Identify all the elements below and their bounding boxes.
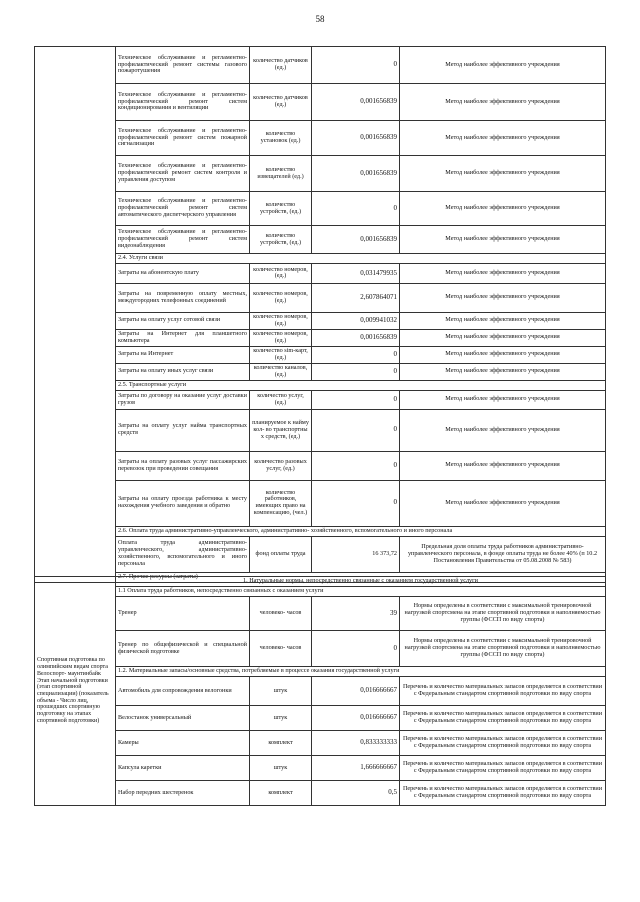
value-cell: 0,016666667 [312, 706, 400, 731]
value-cell: 0,833333333 [312, 731, 400, 756]
section-header [35, 577, 606, 587]
unit-cell: человеко- часов [250, 597, 312, 631]
cost-item-name: Техническое обслуживание и регламентно- профилактический ремонт системы газового пожаротушения [116, 47, 250, 84]
cost-item-name: Техническое обслуживание и регламентно- профилактический ремонт систем видеонаблюдения [116, 226, 250, 254]
unit-cell: штук [250, 677, 312, 706]
cost-item-name: Затраты на Интернет [116, 346, 250, 363]
cost-item-name: Затраты на оплату проезда работника к месту нахождения учебного заведения и обратно [116, 480, 250, 526]
value-cell: 0,031479935 [312, 263, 400, 283]
value-cell: 2,607864071 [312, 283, 400, 312]
cost-item-name: Техническое обслуживание и регламентно- профилактический ремонт систем автоматического диспетчерского управления [116, 192, 250, 226]
cost-item-name: Затраты на повременную оплату местных, междугородних телефонных соединений [116, 283, 250, 312]
value-cell: 0,009941032 [312, 312, 400, 329]
method-cell: Метод наиболее эффективного учреждения [400, 312, 606, 329]
table-row [35, 363, 606, 380]
table-row [35, 121, 606, 156]
unit-cell: количество номеров, (ед.) [250, 283, 312, 312]
value-cell: 0 [312, 631, 400, 667]
method-cell: Метод наиболее эффективного учреждения [400, 409, 606, 451]
unit-cell: количество устройств, (ед.) [250, 192, 312, 226]
unit-cell: комплект [250, 781, 312, 806]
method-cell: Метод наиболее эффективного учреждения [400, 329, 606, 346]
cost-item-name: Затраты на оплату разовых услуг пассажирских перевозок при проведении совещания [116, 451, 250, 480]
method-cell: Метод наиболее эффективного учреждения [400, 121, 606, 156]
cost-item-name: Техническое обслуживание и регламентно- профилактический ремонт систем кондиционирования и вентиляции [116, 84, 250, 121]
cost-item-name: Техническое обслуживание и регламентно- профилактический ремонт систем пожарной сигнализации [116, 121, 250, 156]
section-title: 2.6. Оплата труда административно-управленческого, административно- хозяйственного, вспомогательного и иного персонала [116, 526, 606, 536]
method-cell: Метод наиболее эффективного учреждения [400, 346, 606, 363]
method-cell: Метод наиболее эффективного учреждения [400, 480, 606, 526]
section-header [35, 667, 606, 677]
cost-item-name: Камеры [116, 731, 250, 756]
cost-item-name: Набор передних шестеренок [116, 781, 250, 806]
table-row [35, 84, 606, 121]
table-row [35, 597, 606, 631]
section-header [35, 380, 606, 390]
method-cell: Метод наиболее эффективного учреждения [400, 363, 606, 380]
cost-item-name: Тренер по общефизической и специальной физической подготовке [116, 631, 250, 667]
table-row [35, 226, 606, 254]
section-title: 1.2. Материальные запасы/основные средства, потребляемые в процессе оказания государственной услуги [116, 667, 606, 677]
section-title: 1. Натуральные нормы, непосредственно связанные с оказанием государственной услуги [116, 577, 606, 587]
table-row [35, 47, 606, 84]
value-cell: 1,666666667 [312, 756, 400, 781]
method-cell: Предельная доля оплаты труда работников административно- управленческого персонала, в фонде оплаты труда не более 40% (п 10.2 Постановления Правительства от 05.08.2008 № 583) [400, 536, 606, 572]
page-number: 58 [315, 14, 325, 24]
table-row [35, 192, 606, 226]
value-cell: 0 [312, 390, 400, 409]
table-row [35, 283, 606, 312]
method-cell: Метод наиболее эффективного учреждения [400, 263, 606, 283]
value-cell: 0,001656839 [312, 156, 400, 192]
unit-cell: количество номеров, (ед.) [250, 263, 312, 283]
cost-item-name: Затраты по договору на оказание услуг доставки грузов [116, 390, 250, 409]
table-row [35, 781, 606, 806]
value-cell: 16 373,72 [312, 536, 400, 572]
unit-cell: человеко- часов [250, 631, 312, 667]
cost-item-name: Автомобиль для сопровождения велогонки [116, 677, 250, 706]
unit-cell: количество датчиков (ед.) [250, 84, 312, 121]
table-row [35, 312, 606, 329]
table-row [35, 346, 606, 363]
table-row [35, 706, 606, 731]
method-cell: Перечень и количество материальных запасов определяется в соответствии с Федеральным стандартом спортивной подготовки по виду спорта [400, 756, 606, 781]
value-cell: 0 [312, 192, 400, 226]
method-cell: Метод наиболее эффективного учреждения [400, 156, 606, 192]
table-row [35, 480, 606, 526]
method-cell: Метод наиболее эффективного учреждения [400, 451, 606, 480]
value-cell: 0,5 [312, 781, 400, 806]
table-row [35, 536, 606, 572]
cost-item-name: Оплата труда административно-управленческого, административно-хозяйственного, вспомогательного и иного персонала [116, 536, 250, 572]
unit-cell: количество установок (ед.) [250, 121, 312, 156]
cost-item-name: Велостанок универсальный [116, 706, 250, 731]
method-cell: Нормы определены в соответствии с максимальной тренировочной нагрузкой спортсмена на этапе спортивной подготовки и наполняемостью группы (ФССП по виду спорта) [400, 631, 606, 667]
cost-item-name: Затраты на Интернет для планшетного компьютера [116, 329, 250, 346]
method-cell: Метод наиболее эффективного учреждения [400, 283, 606, 312]
unit-cell: фонд оплаты труда [250, 536, 312, 572]
section-header [35, 526, 606, 536]
value-cell: 0 [312, 47, 400, 84]
table-row [35, 390, 606, 409]
value-cell: 0,001656839 [312, 329, 400, 346]
cost-item-name: Затраты на оплату услуг найма транспортных средств [116, 409, 250, 451]
sport-norms-table [34, 576, 606, 806]
cost-item-name: Техническое обслуживание и регламентно- профилактический ремонт систем контроля и управления доступом [116, 156, 250, 192]
unit-cell: количество извещателей (ед.) [250, 156, 312, 192]
cost-item-name: Затраты на оплату услуг сотовой связи [116, 312, 250, 329]
value-cell: 39 [312, 597, 400, 631]
unit-cell: количество услуг, (ед.) [250, 390, 312, 409]
table-row [35, 731, 606, 756]
method-cell: Метод наиболее эффективного учреждения [400, 226, 606, 254]
table-row [35, 631, 606, 667]
unit-cell: количество sim-карт, (ед.) [250, 346, 312, 363]
value-cell: 0 [312, 409, 400, 451]
cost-item-name: Затраты на оплату иных услуг связи [116, 363, 250, 380]
unit-cell: планируемое к найму кол- во транспортны х средств, (ед.) [250, 409, 312, 451]
value-cell: 0 [312, 480, 400, 526]
norms-table [34, 46, 606, 583]
unit-cell: комплект [250, 731, 312, 756]
value-cell: 0,001656839 [312, 84, 400, 121]
table-row [35, 756, 606, 781]
unit-cell: количество разовых услуг, (ед.) [250, 451, 312, 480]
table-row [35, 263, 606, 283]
value-cell: 0,001656839 [312, 121, 400, 156]
unit-cell: количество номеров, (ед.) [250, 312, 312, 329]
section-title: 2.4. Услуги связи [116, 254, 606, 264]
table-row [35, 451, 606, 480]
unit-cell: количество датчиков (ед.) [250, 47, 312, 84]
value-cell: 0 [312, 346, 400, 363]
table-row [35, 409, 606, 451]
unit-cell: количество работников, имеющих право на компенсацию, (чел.) [250, 480, 312, 526]
value-cell: 0 [312, 451, 400, 480]
table-row [35, 156, 606, 192]
unit-cell: количество номеров, (ед.) [250, 329, 312, 346]
table-row [35, 677, 606, 706]
method-cell: Метод наиболее эффективного учреждения [400, 47, 606, 84]
section-header [35, 254, 606, 264]
table-row [35, 329, 606, 346]
section-title: 2.5. Транспортные услуги [116, 380, 606, 390]
value-cell: 0 [312, 363, 400, 380]
left-empty-cell [35, 47, 116, 583]
method-cell: Перечень и количество материальных запасов определяется в соответствии с Федеральным стандартом спортивной подготовки по виду спорта [400, 781, 606, 806]
method-cell: Перечень и количество материальных запасов определяется в соответствии с Федеральным стандартом спортивной подготовки по виду спорта [400, 731, 606, 756]
method-cell: Перечень и количество материальных запасов определяется в соответствии с Федеральным стандартом спортивной подготовки по виду спорта [400, 706, 606, 731]
cost-item-name: Капсула каретки [116, 756, 250, 781]
method-cell: Метод наиболее эффективного учреждения [400, 390, 606, 409]
method-cell: Метод наиболее эффективного учреждения [400, 192, 606, 226]
cost-item-name: Тренер [116, 597, 250, 631]
section-header [35, 587, 606, 597]
unit-cell: количество устройств, (ед.) [250, 226, 312, 254]
method-cell: Нормы определены в соответствии с максимальной тренировочной нагрузкой спортсмена на этапе спортивной подготовки и наполняемостью группы (ФССП по виду спорта) [400, 597, 606, 631]
value-cell: 0,016666667 [312, 677, 400, 706]
section-title: 2.7. Прочие ресурсы (затраты) [116, 572, 606, 582]
unit-cell: штук [250, 706, 312, 731]
unit-cell: количество каналов, (ед.) [250, 363, 312, 380]
method-cell: Метод наиболее эффективного учреждения [400, 84, 606, 121]
unit-cell: штук [250, 756, 312, 781]
section-title: 1.1 Оплата труда работников, непосредственно связанных с оказанием услуги [116, 587, 606, 597]
cost-item-name: Затраты на абонентскую плату [116, 263, 250, 283]
value-cell: 0,001656839 [312, 226, 400, 254]
service-description: Спортивная подготовка по олимпийским видам спорта Велоспорт- маунтинбайк Этап начальной подготовки (этап спортивной специализации) (показатель объема - Число лиц, прошедших спортивную подготовку на этапах спортивной подготовки) [35, 577, 116, 806]
method-cell: Перечень и количество материальных запасов определяется в соответствии с Федеральным стандартом спортивной подготовки по виду спорта [400, 677, 606, 706]
